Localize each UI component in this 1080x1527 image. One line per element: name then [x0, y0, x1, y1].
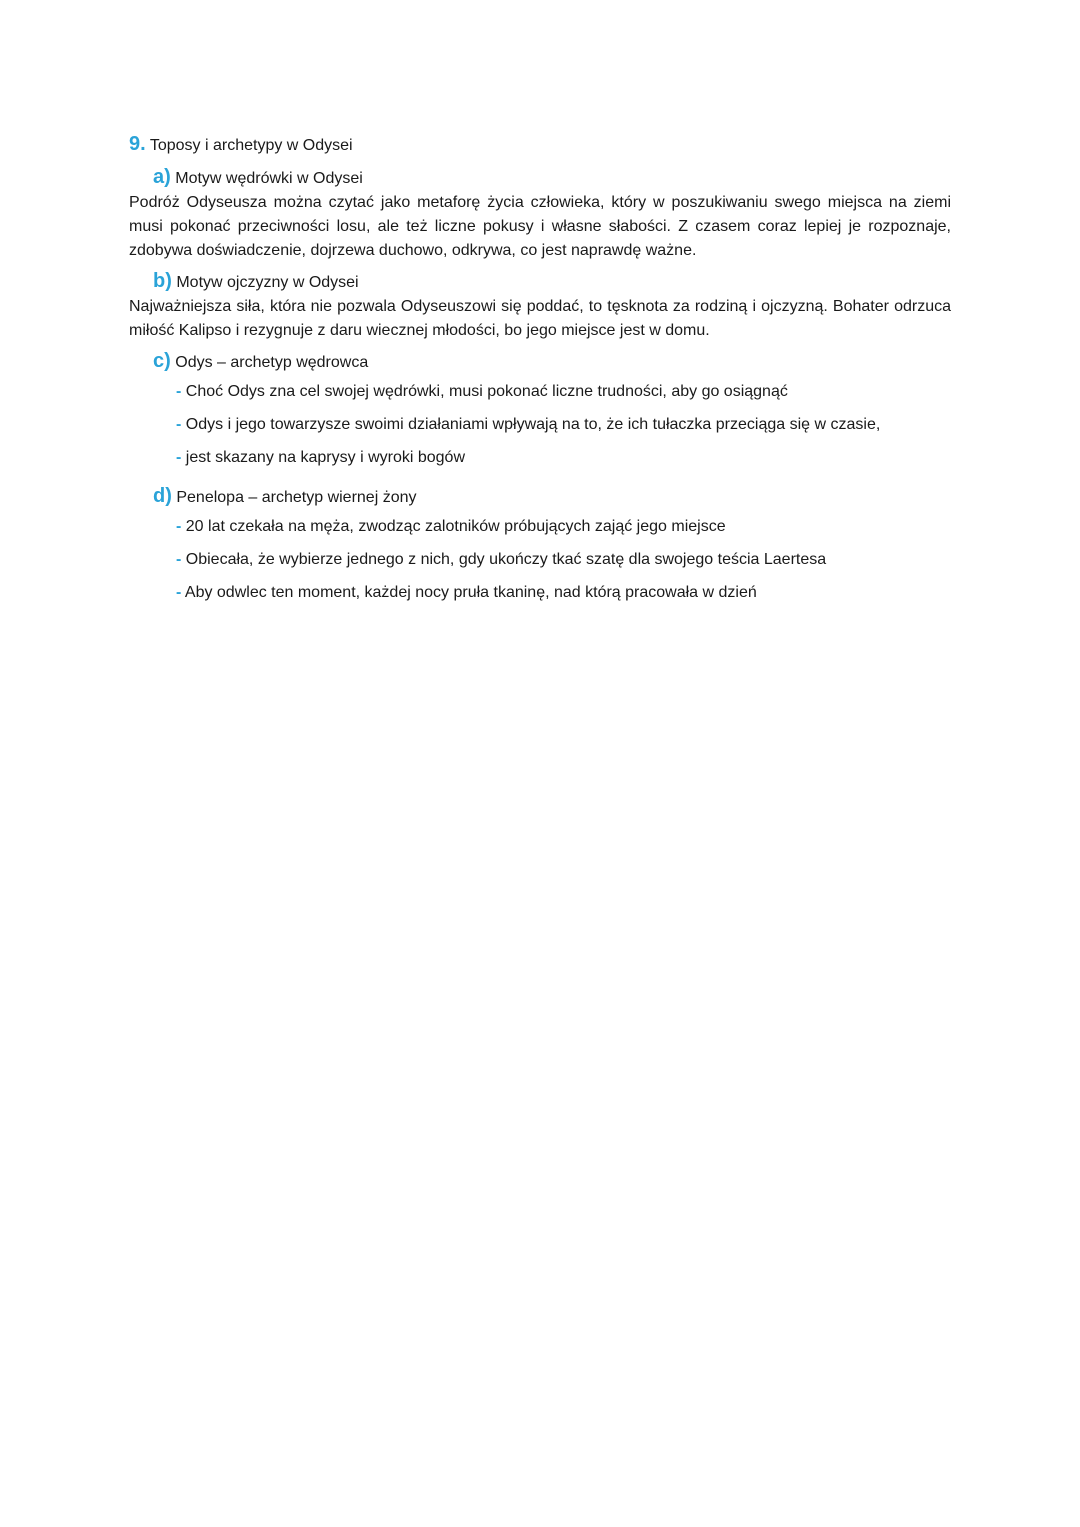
subsection-title-d: Penelopa – archetyp wiernej żony	[176, 489, 417, 506]
list-item-text: 20 lat czekała na męża, zwodząc zalotników próbujących zająć jego miejsce	[185, 518, 726, 535]
bullet-dash: -	[176, 584, 182, 601]
list-item	[176, 412, 951, 445]
section-number: 9.	[129, 133, 146, 155]
list-item	[176, 379, 951, 412]
section-title: Toposy i archetypy w Odysei	[149, 137, 353, 154]
list-item-text: Odys i jego towarzysze swoimi działaniami wpływają na to, że ich tułaczka przeciąga się w czasie,	[185, 416, 881, 433]
subsection-heading-a	[129, 163, 951, 191]
list-item	[176, 445, 951, 478]
subsection-marker-c: c)	[153, 350, 171, 372]
subsection-marker-b: b)	[153, 270, 172, 292]
bullet-dash: -	[176, 551, 182, 568]
list-item	[176, 514, 951, 547]
list-item	[176, 580, 951, 613]
subsection-heading-b	[129, 267, 951, 295]
bullet-dash: -	[176, 416, 182, 433]
list-item-text: jest skazany na kaprysy i wyroki bogów	[185, 449, 466, 466]
subsection-title-a: Motyw wędrówki w Odysei	[175, 170, 363, 187]
bullet-list-d	[129, 514, 951, 613]
list-item-text: Aby odwlec ten moment, każdej nocy pruła tkaninę, nad którą pracowała w dzień	[184, 584, 757, 601]
list-item-text: Choć Odys zna cel swojej wędrówki, musi pokonać liczne trudności, aby go osiągnąć	[185, 383, 788, 400]
list-item-text: Obiecała, że wybierze jednego z nich, gdy ukończy tkać szatę dla swojego teścia Laertesa	[185, 551, 827, 568]
section-heading	[129, 130, 951, 158]
subsection-marker-d: d)	[153, 485, 172, 507]
bullet-list-c	[129, 379, 951, 478]
bullet-dash: -	[176, 449, 182, 466]
list-item	[176, 547, 951, 580]
bullet-dash: -	[176, 383, 182, 400]
subsection-title-b: Motyw ojczyzny w Odysei	[176, 274, 359, 291]
bullet-dash: -	[176, 518, 182, 535]
subsection-marker-a: a)	[153, 166, 171, 188]
subsection-title-c: Odys – archetyp wędrowca	[175, 354, 369, 371]
subsection-heading-d	[129, 482, 951, 510]
paragraph-a: Podróż Odyseusza można czytać jako metaforę życia człowieka, który w poszukiwaniu swego miejsca na ziemi musi pokonać przeciwności losu, ale też liczne pokusy i własne słabości. Z czasem coraz lepiej je rozpoznaje, zdobywa doświadczenie, dojrzewa duchowo, odkrywa, co jest naprawdę ważne.	[129, 194, 951, 259]
paragraph-b: Najważniejsza siła, która nie pozwala Odyseuszowi się poddać, to tęsknota za rodziną i ojczyzną. Bohater odrzuca miłość Kalipso i rezygnuje z daru wiecznej młodości, bo jego miejsce jest w domu.	[129, 298, 951, 339]
subsection-heading-c	[129, 347, 951, 375]
document-content	[129, 130, 951, 613]
